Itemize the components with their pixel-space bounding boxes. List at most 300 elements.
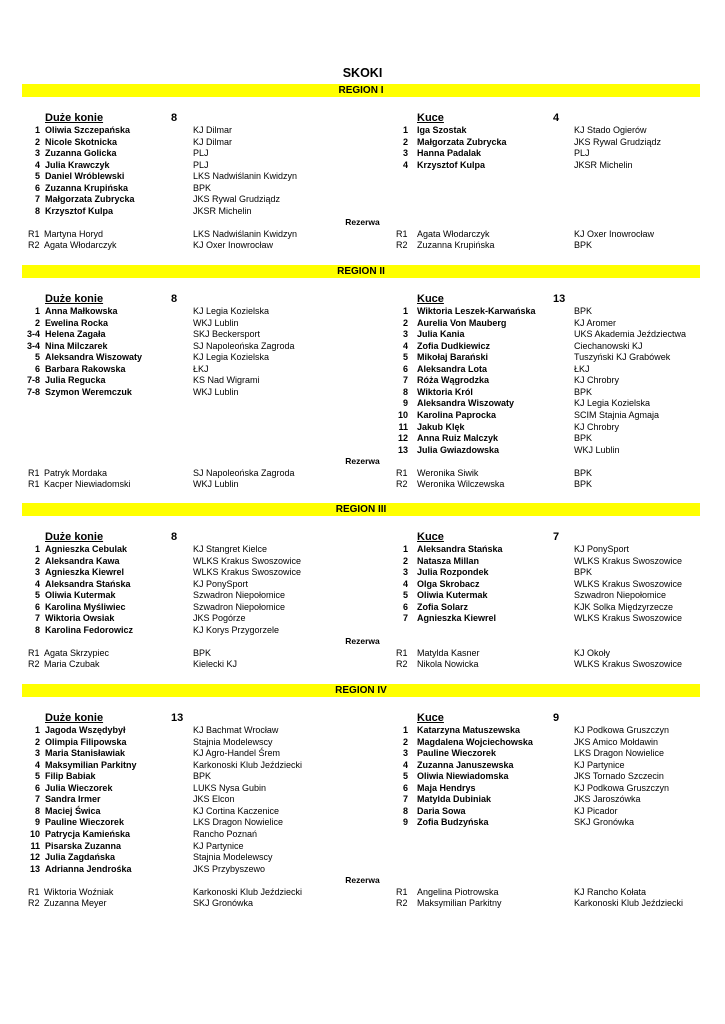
reserve-row bbox=[0, 659, 725, 671]
club-name: Ciechanowski KJ bbox=[574, 340, 643, 351]
place-number: 1 bbox=[402, 306, 408, 316]
rider-name: Karolina Paprocka bbox=[417, 409, 497, 420]
rider-name: Małgorzata Zubrycka bbox=[417, 136, 507, 147]
place-number: 10 bbox=[397, 409, 408, 420]
place-number: 7 bbox=[402, 794, 408, 805]
club-name: SCIM Stajnia Agmaja bbox=[574, 409, 660, 420]
place-number: 2 bbox=[34, 736, 40, 747]
place-number: 1 bbox=[402, 725, 408, 735]
rider-name: Agnieszka Cebulak bbox=[45, 544, 128, 554]
rider-name: Zuzanna Januszewska bbox=[417, 759, 514, 770]
club-name: KJ Oxer Inowrocław bbox=[193, 240, 274, 251]
list-item bbox=[0, 160, 725, 172]
list-item bbox=[0, 318, 725, 330]
rider-name: Anna Ruiz Malczyk bbox=[417, 433, 499, 444]
rider-name: Maksymilian Parkitny bbox=[45, 759, 137, 770]
place-number: 3 bbox=[34, 748, 40, 759]
list-item bbox=[0, 364, 725, 376]
club-name: BPK bbox=[193, 647, 212, 658]
rider-name: Aleksandra Stańska bbox=[417, 544, 503, 554]
reserve-row bbox=[0, 479, 725, 491]
place-number: 4 bbox=[402, 340, 408, 351]
place-number: 3 bbox=[402, 748, 408, 759]
place-number: 1 bbox=[402, 544, 408, 554]
place-number: 6 bbox=[34, 182, 40, 193]
page-title: SKOKI bbox=[342, 66, 383, 80]
list-item bbox=[0, 737, 725, 749]
place-number: 3 bbox=[402, 329, 408, 340]
club-name: ŁKJ bbox=[574, 363, 590, 374]
list-item bbox=[0, 556, 725, 568]
category-title: Duże konie bbox=[45, 712, 104, 724]
place-number: 12 bbox=[397, 433, 408, 444]
list-item bbox=[0, 148, 725, 160]
category-count: 13 bbox=[553, 293, 566, 305]
place-number: 2 bbox=[402, 736, 408, 747]
place-number: 5 bbox=[402, 771, 408, 782]
list-item bbox=[0, 579, 725, 591]
place-number: 8 bbox=[34, 205, 40, 216]
club-name: KJ Cortina Kaczenice bbox=[193, 805, 280, 816]
club-name: PLJ bbox=[574, 148, 590, 159]
club-name: KJ Picador bbox=[574, 805, 618, 816]
place-number: 1 bbox=[34, 306, 40, 316]
place-number: 3 bbox=[402, 148, 408, 159]
club-name: Tuszyński KJ Grabówek bbox=[574, 352, 671, 363]
club-name: Stajnia Modelewscy bbox=[193, 736, 273, 747]
region-band: REGION III bbox=[22, 503, 700, 516]
list-item bbox=[0, 329, 725, 341]
club-name: Stajnia Modelewscy bbox=[193, 852, 273, 863]
reserve-code: R2 bbox=[28, 240, 40, 251]
rider-name: Szymon Weremczuk bbox=[45, 386, 132, 397]
club-name: Kielecki KJ bbox=[193, 659, 238, 670]
rider-name: Nikola Nowicka bbox=[417, 659, 479, 670]
rider-name: Julia Zagdańska bbox=[45, 852, 116, 863]
rider-name: Jagoda Wszędybył bbox=[45, 725, 126, 735]
rider-name: Oliwia Niewiadomska bbox=[417, 771, 509, 782]
club-name: KJ Stangret Kielce bbox=[193, 544, 268, 554]
reserve-label: Rezerwa bbox=[345, 456, 380, 467]
club-name: KJ Partynice bbox=[193, 840, 244, 851]
list-item bbox=[0, 445, 725, 457]
rider-name: Zuzanna Golicka bbox=[45, 148, 117, 159]
list-item bbox=[0, 125, 725, 137]
club-name: Szwadron Niepołomice bbox=[193, 590, 286, 601]
rider-name: Helena Zagała bbox=[45, 329, 106, 340]
club-name: BPK bbox=[574, 433, 593, 444]
rider-name: Agnieszka Kiewrel bbox=[417, 613, 497, 624]
club-name: Szwadron Niepołomice bbox=[574, 590, 667, 601]
club-name: KJ Chrobry bbox=[574, 421, 620, 432]
club-name: Karkonoski Klub Jeździecki bbox=[574, 898, 684, 909]
category-header-horses bbox=[45, 112, 103, 124]
region-band: REGION IV bbox=[22, 684, 700, 697]
rider-name: Kacper Niewiadomski bbox=[44, 479, 131, 490]
rider-name: Karolina Myśliwiec bbox=[45, 601, 126, 612]
place-number: 4 bbox=[402, 759, 408, 770]
rider-name: Wiktoria Owsiak bbox=[45, 613, 115, 624]
club-name: WLKS Krakus Swoszowice bbox=[574, 659, 683, 670]
club-name: BPK bbox=[574, 240, 593, 251]
list-item bbox=[0, 171, 725, 183]
club-name: JKSR Michelin bbox=[193, 205, 252, 216]
rider-name: Oliwia Szczepańska bbox=[45, 125, 131, 135]
category-title: Kuce bbox=[417, 531, 444, 543]
place-number: 3-4 bbox=[26, 340, 40, 351]
list-item bbox=[0, 806, 725, 818]
rider-name: Aleksandra Lota bbox=[417, 363, 488, 374]
place-number: 1 bbox=[402, 125, 408, 135]
place-number: 4 bbox=[34, 578, 40, 589]
rider-name: Iga Szostak bbox=[417, 125, 467, 135]
place-number: 6 bbox=[34, 363, 40, 374]
list-item bbox=[0, 817, 725, 829]
place-number: 5 bbox=[34, 771, 40, 782]
place-number: 5 bbox=[34, 590, 40, 601]
rider-name: Nicole Skotnicka bbox=[45, 136, 118, 147]
rider-name: Julia Krawczyk bbox=[45, 159, 110, 170]
rider-name: Patryk Mordaka bbox=[44, 467, 108, 478]
club-name: KJ Dilmar bbox=[193, 125, 233, 135]
club-name: KJ Chrobry bbox=[574, 375, 620, 386]
list-item bbox=[0, 387, 725, 399]
club-name: KJK Solka Międzyrzecze bbox=[574, 601, 674, 612]
club-name: WKJ Lublin bbox=[193, 317, 239, 328]
rider-name: Wiktoria Król bbox=[417, 386, 473, 397]
list-item bbox=[0, 794, 725, 806]
rider-name: Agata Skrzypiec bbox=[44, 647, 110, 658]
list-item bbox=[0, 398, 725, 410]
place-number: 6 bbox=[402, 601, 408, 612]
rider-name: Martyna Horyd bbox=[44, 228, 104, 239]
club-name: SJ Napoleońska Zagroda bbox=[193, 467, 295, 478]
reserve-code: R2 bbox=[396, 240, 408, 251]
rider-name: Matylda Kasner bbox=[417, 647, 480, 658]
rider-name: Nina Milczarek bbox=[45, 340, 108, 351]
category-header-horses bbox=[45, 712, 103, 724]
place-number: 7 bbox=[34, 794, 40, 805]
club-name: BPK bbox=[574, 479, 593, 490]
club-name: SKJ Gronówka bbox=[574, 817, 635, 828]
club-name: Rancho Poznań bbox=[193, 828, 258, 839]
rider-name: Olga Skrobacz bbox=[417, 578, 480, 589]
list-item bbox=[0, 183, 725, 195]
list-item bbox=[0, 748, 725, 760]
club-name: BPK bbox=[193, 771, 212, 782]
place-number: 10 bbox=[29, 828, 40, 839]
list-item bbox=[0, 760, 725, 772]
place-number: 4 bbox=[34, 159, 40, 170]
category-title: Kuce bbox=[417, 712, 444, 724]
category-title: Kuce bbox=[417, 293, 444, 305]
reserve-code: R2 bbox=[396, 898, 408, 909]
rider-name: Zofia Solarz bbox=[417, 601, 469, 612]
club-name: JKS Jaroszówka bbox=[574, 794, 641, 805]
rider-name: Maciej Świca bbox=[45, 805, 101, 816]
reserve-row bbox=[0, 240, 725, 252]
rider-name: Agata Włodarczyk bbox=[44, 240, 117, 251]
rider-name: Natasza Millan bbox=[417, 555, 480, 566]
club-name: WLKS Krakus Swoszowice bbox=[193, 567, 302, 578]
place-number: 5 bbox=[402, 590, 408, 601]
category-header-horses bbox=[45, 293, 103, 305]
club-name: Szwadron Niepołomice bbox=[193, 601, 286, 612]
club-name: KJ Legia Kozielska bbox=[574, 398, 651, 409]
club-name: KJ Korys Przygorzele bbox=[193, 624, 280, 635]
club-name: LKS Dragon Nowielice bbox=[193, 817, 284, 828]
rider-name: Krzysztof Kulpa bbox=[417, 159, 486, 170]
club-name: KJ Dilmar bbox=[193, 136, 233, 147]
list-item bbox=[0, 613, 725, 625]
place-number: 7 bbox=[402, 375, 408, 386]
reserve-code: R2 bbox=[396, 479, 408, 490]
rider-name: Julia Regucka bbox=[45, 375, 106, 386]
club-name: KJ PonySport bbox=[193, 578, 249, 589]
club-name: WKJ Lublin bbox=[193, 479, 239, 490]
rider-name: Angelina Piotrowska bbox=[417, 886, 499, 897]
club-name: WLKS Krakus Swoszowice bbox=[574, 578, 683, 589]
reserve-code: R2 bbox=[396, 659, 408, 670]
category-count: 8 bbox=[171, 293, 178, 305]
club-name: KS Nad Wigrami bbox=[193, 375, 260, 386]
place-number: 3 bbox=[402, 567, 408, 578]
reserve-code: R1 bbox=[396, 467, 408, 478]
place-number: 6 bbox=[34, 782, 40, 793]
club-name: KJ Podkowa Gruszczyn bbox=[574, 782, 670, 793]
club-name: BPK bbox=[574, 306, 593, 316]
club-name: KJ Podkowa Gruszczyn bbox=[574, 725, 670, 735]
club-name: JKS Rywal Grudziądz bbox=[574, 136, 662, 147]
rider-name: Weronika Siwik bbox=[417, 467, 479, 478]
category-title: Kuce bbox=[417, 112, 444, 124]
place-number: 11 bbox=[398, 421, 408, 432]
club-name: KJ Oxer Inowrocław bbox=[574, 228, 655, 239]
place-number: 9 bbox=[402, 398, 408, 409]
place-number: 7 bbox=[34, 194, 40, 205]
club-name: JKS Pogórze bbox=[193, 613, 246, 624]
place-number: 4 bbox=[402, 578, 408, 589]
rider-name: Aurelia Von Mauberg bbox=[417, 317, 507, 328]
club-name: LUKS Nysa Gubin bbox=[193, 782, 267, 793]
rider-name: Wiktoria Leszek-Karwańska bbox=[417, 306, 536, 316]
list-item bbox=[0, 544, 725, 556]
rider-name: Aleksandra Stańska bbox=[45, 578, 131, 589]
list-item bbox=[0, 352, 725, 364]
reserve-code: R1 bbox=[396, 886, 408, 897]
place-number: 5 bbox=[402, 352, 408, 363]
category-count: 8 bbox=[171, 531, 178, 543]
rider-name: Wiktoria Woźniak bbox=[44, 886, 114, 897]
club-name: BPK bbox=[574, 386, 593, 397]
rider-name: Zofia Dudkiewicz bbox=[417, 340, 491, 351]
rider-name: Julia Kania bbox=[417, 329, 465, 340]
list-item bbox=[0, 567, 725, 579]
list-item bbox=[0, 783, 725, 795]
club-name: KJ Stado Ogierów bbox=[574, 125, 647, 135]
category-count: 4 bbox=[553, 112, 560, 124]
rider-name: Katarzyna Matuszewska bbox=[417, 725, 521, 735]
list-item bbox=[0, 433, 725, 445]
reserve-row bbox=[0, 229, 725, 241]
list-item bbox=[0, 771, 725, 783]
reserve-code: R1 bbox=[28, 467, 40, 478]
place-number: 3 bbox=[34, 148, 40, 159]
rider-name: Krzysztof Kulpa bbox=[45, 205, 114, 216]
list-item bbox=[0, 864, 725, 876]
rider-name: Weronika Wilczewska bbox=[417, 479, 505, 490]
club-name: BPK bbox=[574, 467, 593, 478]
place-number: 12 bbox=[29, 852, 40, 863]
list-item bbox=[0, 725, 725, 737]
rider-name: Daniel Wróblewski bbox=[45, 171, 125, 182]
place-number: 2 bbox=[402, 555, 408, 566]
place-number: 8 bbox=[402, 805, 408, 816]
list-item bbox=[0, 341, 725, 353]
reserve-code: R1 bbox=[28, 647, 40, 658]
rider-name: Zuzanna Krupińska bbox=[417, 240, 495, 251]
place-number: 3-4 bbox=[26, 329, 40, 340]
rider-name: Agata Włodarczyk bbox=[417, 228, 490, 239]
place-number: 1 bbox=[34, 725, 40, 735]
place-number: 8 bbox=[34, 624, 40, 635]
place-number: 2 bbox=[34, 555, 40, 566]
rider-name: Oliwia Kutermak bbox=[417, 590, 488, 601]
rider-name: Agnieszka Kiewrel bbox=[45, 567, 125, 578]
place-number: 7 bbox=[34, 613, 40, 624]
club-name: JKS Rywal Grudziądz bbox=[193, 194, 281, 205]
place-number: 1 bbox=[34, 125, 40, 135]
category-count: 9 bbox=[553, 712, 560, 724]
club-name: WLKS Krakus Swoszowice bbox=[574, 555, 683, 566]
club-name: KJ Aromer bbox=[574, 317, 617, 328]
reserve-code: R1 bbox=[28, 228, 40, 239]
rider-name: Mikołaj Barański bbox=[417, 352, 489, 363]
list-item bbox=[0, 137, 725, 149]
rider-name: Aleksandra Wiszowaty bbox=[45, 352, 142, 363]
club-name: KJ Okoły bbox=[574, 647, 611, 658]
reserve-code: R2 bbox=[28, 898, 40, 909]
club-name: UKS Akademia Jeździectwa bbox=[574, 329, 687, 340]
club-name: SJ Napoleońska Zagroda bbox=[193, 340, 295, 351]
place-number: 6 bbox=[402, 363, 408, 374]
rider-name: Adrianna Jendrośka bbox=[45, 863, 132, 874]
place-number: 9 bbox=[34, 817, 40, 828]
place-number: 1 bbox=[34, 544, 40, 554]
place-number: 11 bbox=[30, 840, 40, 851]
place-number: 13 bbox=[397, 444, 408, 455]
category-title: Duże konie bbox=[45, 112, 104, 124]
category-header-horses bbox=[45, 531, 103, 543]
rider-name: Jakub Klęk bbox=[417, 421, 465, 432]
rider-name: Maria Stanisławiak bbox=[45, 748, 126, 759]
region-band: REGION I bbox=[22, 84, 700, 97]
reserve-code: R1 bbox=[28, 886, 40, 897]
place-number: 13 bbox=[29, 863, 40, 874]
list-item bbox=[0, 410, 725, 422]
place-number: 3 bbox=[34, 567, 40, 578]
club-name: BPK bbox=[193, 182, 212, 193]
club-name: KJ Legia Kozielska bbox=[193, 352, 270, 363]
place-number: 5 bbox=[34, 171, 40, 182]
place-number: 9 bbox=[402, 817, 408, 828]
club-name: KJ PonySport bbox=[574, 544, 630, 554]
rider-name: Pauline Wieczorek bbox=[417, 748, 496, 759]
reserve-code: R1 bbox=[396, 647, 408, 658]
place-number: 7-8 bbox=[26, 375, 40, 386]
club-name: Karkonoski Klub Jeździecki bbox=[193, 759, 303, 770]
club-name: KJ Rancho Kołata bbox=[574, 886, 647, 897]
region-band: REGION II bbox=[22, 265, 700, 278]
rider-name: Matylda Dubiniak bbox=[417, 794, 492, 805]
club-name: JKS Przybyszewo bbox=[193, 863, 266, 874]
rider-name: Magdalena Wojciechowska bbox=[417, 736, 533, 747]
club-name: Karkonoski Klub Jeździecki bbox=[193, 886, 303, 897]
club-name: WKJ Lublin bbox=[193, 386, 239, 397]
club-name: KJ Partynice bbox=[574, 759, 625, 770]
list-item bbox=[0, 194, 725, 206]
rider-name: Patrycja Kamieńska bbox=[45, 828, 131, 839]
reserve-label: Rezerwa bbox=[345, 217, 380, 228]
rider-name: Julia Gwiazdowska bbox=[417, 444, 500, 455]
rider-name: Aleksandra Wiszowaty bbox=[417, 398, 514, 409]
list-item bbox=[0, 206, 725, 218]
list-item bbox=[0, 852, 725, 864]
club-name: KJ Legia Kozielska bbox=[193, 306, 270, 316]
reserve-code: R1 bbox=[28, 479, 40, 490]
place-number: 2 bbox=[34, 136, 40, 147]
reserve-code: R2 bbox=[28, 659, 40, 670]
place-number: 4 bbox=[34, 759, 40, 770]
place-number: 2 bbox=[402, 136, 408, 147]
place-number: 8 bbox=[34, 805, 40, 816]
category-header-ponies bbox=[417, 293, 444, 305]
club-name: JKS Elcon bbox=[193, 794, 235, 805]
club-name: KJ Bachmat Wrocław bbox=[193, 725, 279, 735]
place-number: 8 bbox=[402, 386, 408, 397]
category-header-ponies bbox=[417, 531, 444, 543]
reserve-code: R1 bbox=[396, 228, 408, 239]
reserve-row bbox=[0, 648, 725, 660]
list-item bbox=[0, 625, 725, 637]
place-number: 6 bbox=[34, 601, 40, 612]
list-item bbox=[0, 590, 725, 602]
place-number: 7 bbox=[402, 613, 408, 624]
club-name: ŁKJ bbox=[193, 363, 209, 374]
rider-name: Maja Hendrys bbox=[417, 782, 476, 793]
rider-name: Zuzanna Meyer bbox=[44, 898, 107, 909]
club-name: LKS Nadwiślanin Kwidzyn bbox=[193, 171, 298, 182]
club-name: WKJ Lublin bbox=[574, 444, 620, 455]
rider-name: Julia Rozpondek bbox=[417, 567, 489, 578]
rider-name: Oliwia Kutermak bbox=[45, 590, 116, 601]
reserve-label: Rezerwa bbox=[345, 875, 380, 886]
list-item bbox=[0, 422, 725, 434]
club-name: LKS Nadwiślanin Kwidzyn bbox=[193, 228, 298, 239]
rider-name: Pauline Wieczorek bbox=[45, 817, 124, 828]
club-name: WLKS Krakus Swoszowice bbox=[193, 555, 302, 566]
list-item bbox=[0, 602, 725, 614]
club-name: PLJ bbox=[193, 148, 209, 159]
rider-name: Zofia Budzyńska bbox=[417, 817, 489, 828]
rider-name: Zuzanna Krupińska bbox=[45, 182, 129, 193]
reserve-row bbox=[0, 468, 725, 480]
place-number: 2 bbox=[402, 317, 408, 328]
rider-name: Karolina Fedorowicz bbox=[45, 624, 134, 635]
rider-name: Olimpia Filipowska bbox=[45, 736, 127, 747]
place-number: 6 bbox=[402, 782, 408, 793]
club-name: KJ Agro-Handel Śrem bbox=[193, 748, 281, 759]
